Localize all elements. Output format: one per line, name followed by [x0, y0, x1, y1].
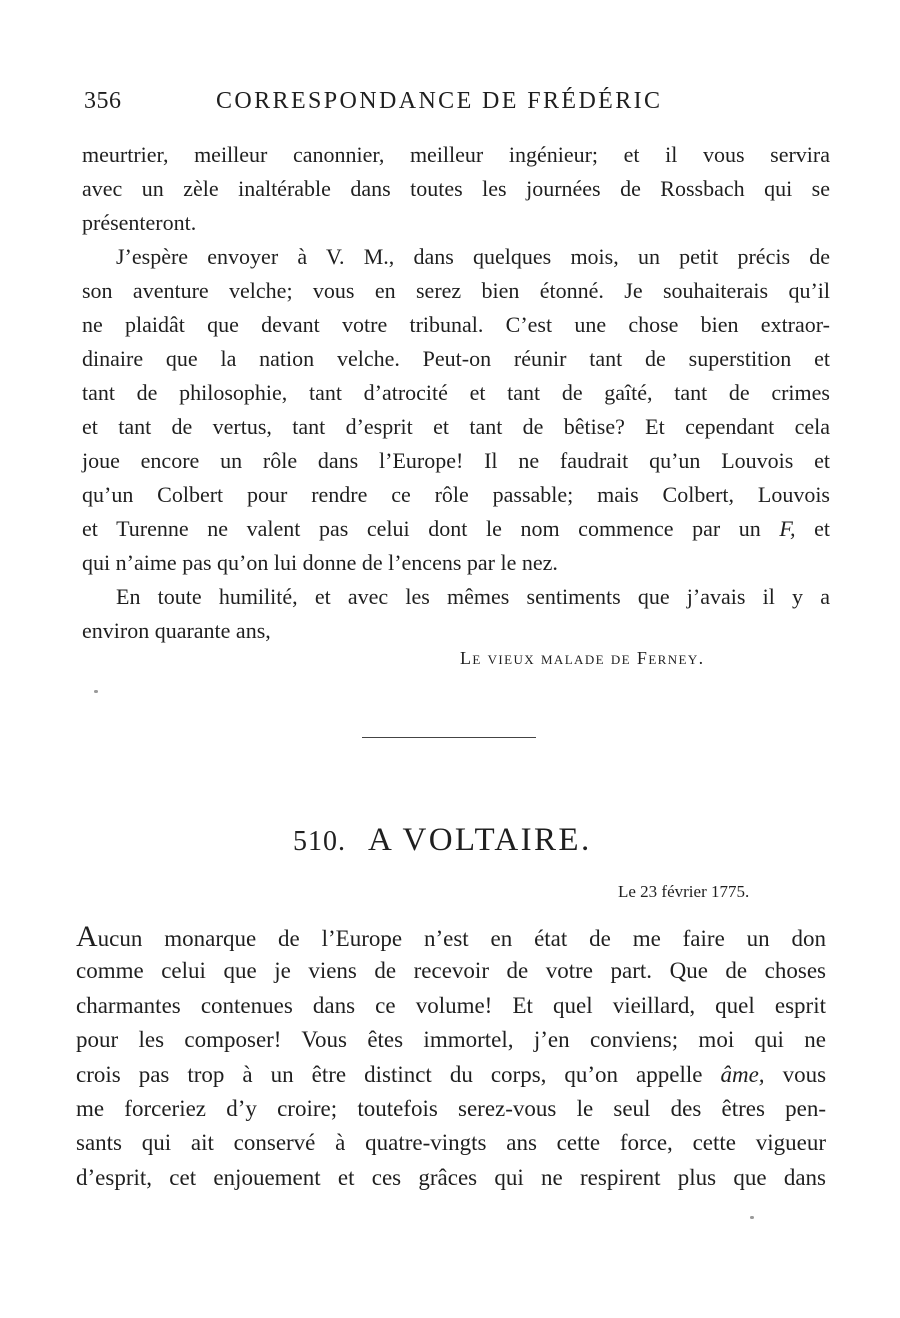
paper-speck — [750, 1216, 754, 1219]
text-line: tant de philosophie, tant d’atrocité et tant de gaîté, tant de crimes — [82, 380, 830, 405]
letter-number: 510. — [293, 826, 346, 857]
text-line: son aventure velche; vous en serez bien étonné. Je souhaiterais qu’il — [82, 278, 830, 303]
text-line: sants qui ait conservé à quatre-vingts ans cette force, cette vigueur — [76, 1130, 826, 1156]
text-line-with-italic — [82, 512, 830, 546]
running-head — [84, 88, 724, 124]
text-line: environ quarante ans, — [82, 618, 271, 643]
text-segment: et — [814, 516, 830, 541]
section-divider — [362, 737, 536, 738]
text-segment: crois pas trop à un être distinct du corps, qu’on appelle — [76, 1061, 703, 1087]
text-segment: ucun monarque de l’Europe n’est en état de me faire un don — [97, 926, 826, 951]
text-line: ne plaidât que devant votre tribunal. C’est une chose bien extraor- — [82, 312, 830, 337]
dropcap: A — [76, 920, 98, 953]
text-line: qui n’aime pas qu’on lui donne de l’encens par le nez. — [82, 550, 558, 575]
letter-title: A VOLTAIRE. — [368, 822, 592, 858]
text-segment: et Turenne ne valent pas celui dont le nom commence par un — [82, 516, 761, 541]
paper-speck — [94, 690, 98, 693]
italic-initial: F, — [779, 516, 796, 541]
text-line-with-dropcap — [76, 920, 826, 954]
text-line: et tant de vertus, tant d’esprit et tant de bêtise? Et cependant cela — [82, 414, 830, 439]
text-line: avec un zèle inaltérable dans toutes les journées de Rossbach qui se — [82, 176, 830, 201]
text-line: présenteront. — [82, 210, 197, 235]
signature: Le vieux malade de Ferney. — [460, 648, 705, 668]
italic-word: âme, — [720, 1061, 765, 1087]
text-line: J’espère envoyer à V. M., dans quelques mois, un petit précis de — [116, 244, 830, 269]
text-line: d’esprit, cet enjouement et ces grâces qui ne respirent plus que dans — [76, 1164, 826, 1190]
text-line: charmantes contenues dans ce volume! Et quel vieillard, quel esprit — [76, 992, 826, 1018]
text-line: meurtrier, meilleur canonnier, meilleur ingénieur; et il vous servira — [82, 142, 830, 167]
letter-heading — [293, 822, 623, 866]
text-segment: vous — [782, 1061, 827, 1087]
text-line: qu’un Colbert pour rendre ce rôle passable; mais Colbert, Louvois — [82, 482, 830, 507]
text-line: pour les composer! Vous êtes immortel, j’en conviens; moi qui ne — [76, 1027, 826, 1053]
letter-body — [76, 920, 826, 1195]
text-line-with-italic — [76, 1058, 826, 1092]
previous-letter-text — [82, 138, 830, 648]
text-line: joue encore un rôle dans l’Europe! Il ne faudrait qu’un Louvois et — [82, 448, 830, 473]
text-line: En toute humilité, et avec les mêmes sentiments que j’avais il y a — [116, 584, 830, 609]
running-title: CORRESPONDANCE DE FRÉDÉRIC — [216, 88, 663, 114]
page-number: 356 — [84, 88, 122, 114]
text-line: me forceriez d’y croire; toutefois serez-vous le seul des êtres pen- — [76, 1095, 826, 1121]
letter-date: Le 23 février 1775. — [618, 882, 750, 901]
text-line: comme celui que je viens de recevoir de votre part. Que de choses — [76, 958, 826, 984]
text-line: dinaire que la nation velche. Peut-on réunir tant de superstition et — [82, 346, 830, 371]
